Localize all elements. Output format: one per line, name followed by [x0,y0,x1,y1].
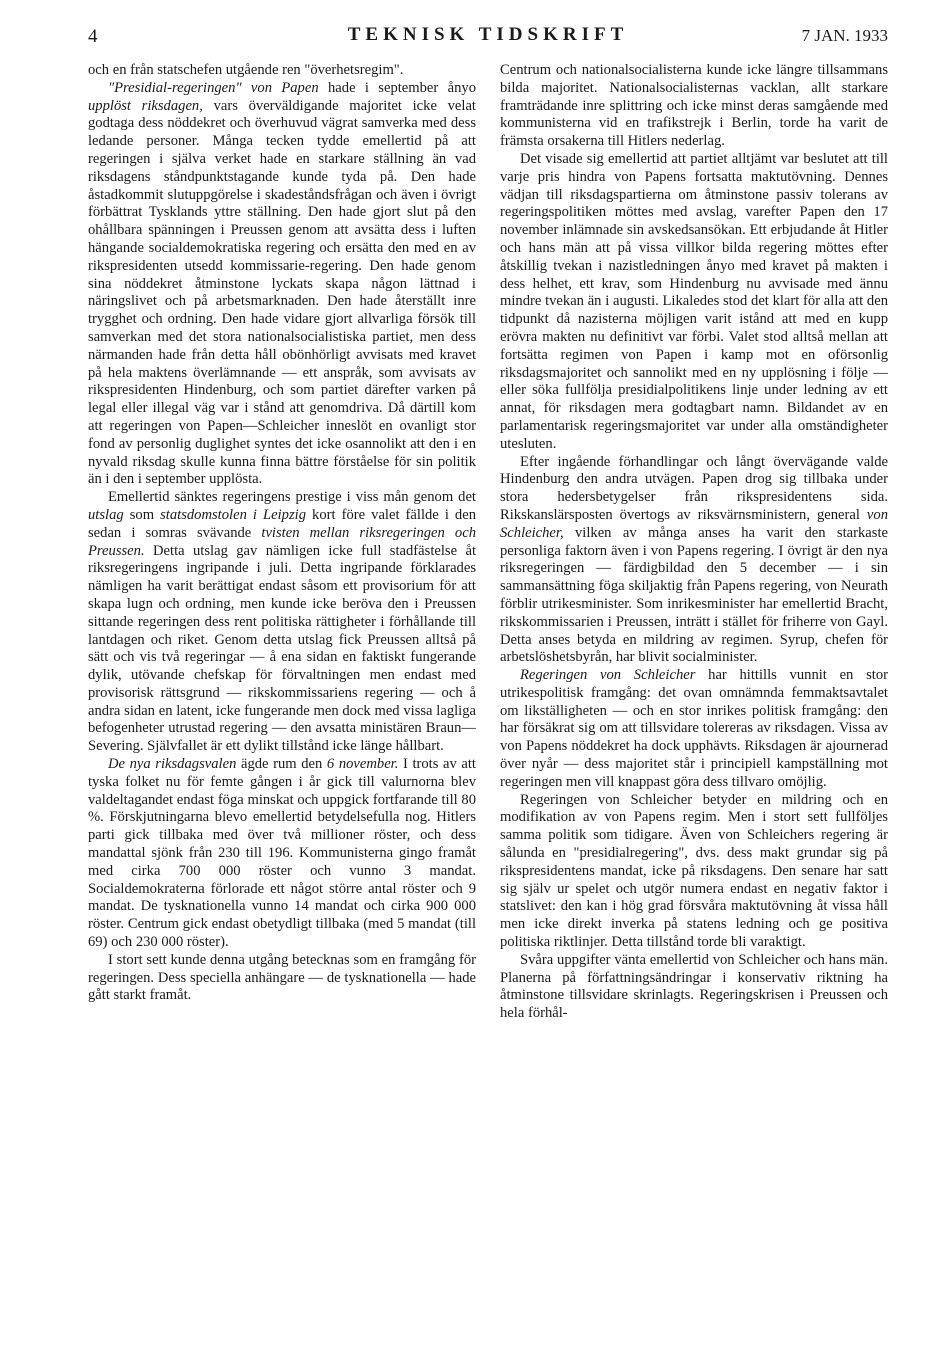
paragraph: Svåra uppgifter vänta emellertid von Schleicher och hans män. Planerna på författningsändringar i konservativ riktning ha åtminstone tillsvidare skrinlagts. Regeringskrisen i Preussen och hela förhål- [500,951,888,1022]
emphasis-text: 6 november. [326,756,399,773]
paragraph: Centrum och nationalsocialisterna kunde icke längre tillsammans bilda majoritet. Nationalsocialisternas vacklan, allt starkare framträdande inre splittring och icke minst deras samgående med kommunisterna vid en trafikstrejk i Berlin, torde ha varit de främsta orsakerna till Hitlers nederlag. [500,62,888,150]
emphasis-text: tvisten mellan riksregeringen och Preussen. [88,524,476,559]
text-run: vars överväldigande majoritet icke velat godtaga dess nöddekret och överhuvud vägrat samverka med dess ledande personer. Många tecken tydde emellertid på att regeringen i själva verket hade en starkare ställning än vad riksdagens ståndpunktstagande kunde tyda på. Den hade åstadkommit slutuppgörelse i skadeståndsfrågan och även i övrigt förbättrat Tysklands yttre ställning. Den hade gjort slut på den ohållbara spänningen i Preussen genom att avsätta dess i luften hängande socialdemokratiska regering och ersätta den med en av rikspresidenten utsedd kommissarie-regering. Den hade genom sina nöddekret åtminstone lyckats skapa någon lättnad i näringslivet och på arbetsmarknaden. Den hade återställt inre trygghet och ordning. Den hade vidare gjort allvarliga försök till samverkan med det stora nationalsocialistiska partiet, men dess närmanden hade från detta håll obönhörligt avvisats med kravet på hela maktens överlämnande — ett anspråk, som avvisats av rikspresidenten Hindenburg, och som partiet därefter varken på legal eller illegal väg var i stånd att genomdriva. Då därtill kom att regeringen von Papen—Schleicher inneslöt en ovanligt stor fond av personlig duglighet syntes det icke osannolikt att den i en nyvald riksdag skulle kunna finna bättre förståelse för sin politik än i den i september upplösta. [88,97,476,488]
paragraph: Det visade sig emellertid att partiet alltjämt var beslutet att till varje pris hindra von Papens fortsatta maktutövning. Dennes vädjan till riksdagspartierna om åtminstone passiv tolerans av regeringspolitiken möttes med avslag, varefter Papen den 17 november inlämnade sin avskedsansökan. Ett erbjudande åt Hitler och hans män att på vissa villkor bilda regering möttes efter åtskillig tvekan i nazistledningen ånyo med kravet på makten i dess helhet, ett krav, som Hindenburg nu avvisade med ännu mindre tvekan än i augusti. Likaledes stod det klart för alla att den tidpunkt då nazisterna möjligen varit istånd att med en kupp erövra makten nu definitivt var förbi. Valet stod alltså mellan att fortsätta regimen von Papen i kamp mot en oförsonlig riksdagsmajoritet och sannolikt med en ny upplösning i följe — eller söka fullfölja presidialpolitikens linje under ledning av ett annat, för riksdagen mera godtagbart namn. Bildandet av en parlamentarisk regeringsmajoritet var under alla omständigheter utesluten. [500,150,888,452]
emphasis-text: von Schleicher, [500,506,888,541]
emphasis-text: statsdomstolen i Leipzig [160,506,306,523]
text-run: som [123,506,161,523]
right-column [500,62,888,1023]
page-number: 4 [88,26,98,47]
text-run: kort före valet fällde i den sedan i somras svävande [88,506,476,541]
paragraph [88,80,476,489]
paragraph [500,667,888,792]
emphasis-text: De nya riksdagsvalen [108,756,237,773]
emphasis-text: Regeringen von Schleicher [520,667,696,684]
emphasis-text: utslag [88,506,124,523]
text-run: Efter ingående förhandlingar och långt övervägande valde Hindenburg den andra utvägen. Papen drog sig tillbaka under stora hedersbetygelser från rikspresidentens sida. Rikskanslärsposten övertogs av riksvärnsministern, general [500,453,888,523]
paragraph [88,756,476,952]
paragraph: Regeringen von Schleicher betyder en mildring och en modifikation av von Papens regim. Men i stort sett fullföljes samma politik som tidigare. Även von Schleichers regering är sålunda en "presidialregering", dvs. dess makt grundar sig på rikspresidentens mandat, icke på riksdagens. Den senare har satt sig själv ur spelet och utgör numera endast en negativ faktor i statslivet: den kan i hög grad försvåra maktutövning åt vissa håll men icke direkt inverka på statens ledning och ge positiva politiska riktlinjer. Detta tillstånd torde bli varaktigt. [500,791,888,951]
text-run: hade i september ånyo [318,79,476,96]
emphasis-text: "Presidial-regeringen" von Papen [108,79,319,96]
text-run: vilken av många anses ha varit den starkaste personliga faktorn även i von Papens regering. I övrigt är den nya riksregeringen — färdigbildad den 5 december — i sin sammansättning föga skiljaktig från Papens regering, von Neurath förblir utrikesminister. Som inrikesminister har emellertid Bracht, rikskommissarien i Preussen, inträtt i stället för friherre von Gayl. Detta anses betyda en mildring av regimen. Syrup, chefen för arbetslöshetsbyrån, har blivit socialminister. [500,524,888,666]
journal-title: TEKNISK TIDSKRIFT [347,24,629,45]
text-run: ägde rum den [236,756,327,773]
page-header [88,22,888,50]
text-run: Emellertid sänktes regeringens prestige i viss mån genom det [108,489,476,506]
paragraph: I stort sett kunde denna utgång betecknas som en framgång för regeringen. Dess speciella anhängare — de tysknationella — hade gått starkt framåt. [88,951,476,1004]
text-run: I trots av att tyska folket nu för femte gången i år gick till valurnorna blev valdeltagandet endast föga minskat och uppgick fortfarande till 80 %. Förskjutningarna blevo emellertid betydelsefulla nog. Hitlers parti gick tillbaka med över två millioner röster, och dess mandattal sjönk från 230 till 196. Kommunisterna gingo framåt med cirka 700 000 röster och vunno 3 mandat. Socialdemokraterna förlorade ett något större antal röster och 9 mandat. De tysknationella vunno 14 mandat och cirka 900 000 röster. Centrum gick endast obetydligt tillbaka (med 5 mandat (till 69) och 230 000 röster). [88,756,476,951]
paragraph [500,454,888,668]
text-run: Detta utslag gav nämligen icke full stadfästelse åt riksregeringens ingripande i juli. Detta ingripande förklarades nämligen ha varit berättigat endast såsom ett provisorium för att skapa lugn och ordning, men kunde icke beröva den i Preussen sittande regeringen dess rent politiska rättigheter i förhållande till lantdagen och riket. Genom detta utslag fick Preussen alltså på sätt och vis två regeringar — å ena sidan en faktiskt fungerande dylik, utövande chefskap för förvaltningen men endast med provisorisk rättsgrund — rikskommissariens regering — och å andra sidan en latent, icke fungerande men dock med vissa lagliga befogenheter utrustad regering — den avsatta ministären Braun—Severing. Självfallet är ett dylikt tillstånd icke länge hållbart. [88,542,476,755]
emphasis-text: upplöst riksdagen, [88,97,203,114]
paragraph [88,489,476,756]
paragraph: och en från statschefen utgående ren "överhetsregim". [88,62,404,78]
issue-date: 7 JAN. 1933 [801,26,888,45]
text-run: har hittills vunnit en stor utrikespolitisk framgång: det ovan omnämnda femmaktsavtalet om likställigheten — och en stor inrikes politisk framgång: den har försäkrat sig om att tillsvidare tolereras av riksdagen. Vissa av von Papens nöddekret ha dock upphävts. Riksdagen är ajournerad över nyår — dess majoritet står i principiell kampställning mot regeringen men vill knappast göra dess tillvaro omöjlig. [500,667,888,790]
left-column [88,62,476,1005]
